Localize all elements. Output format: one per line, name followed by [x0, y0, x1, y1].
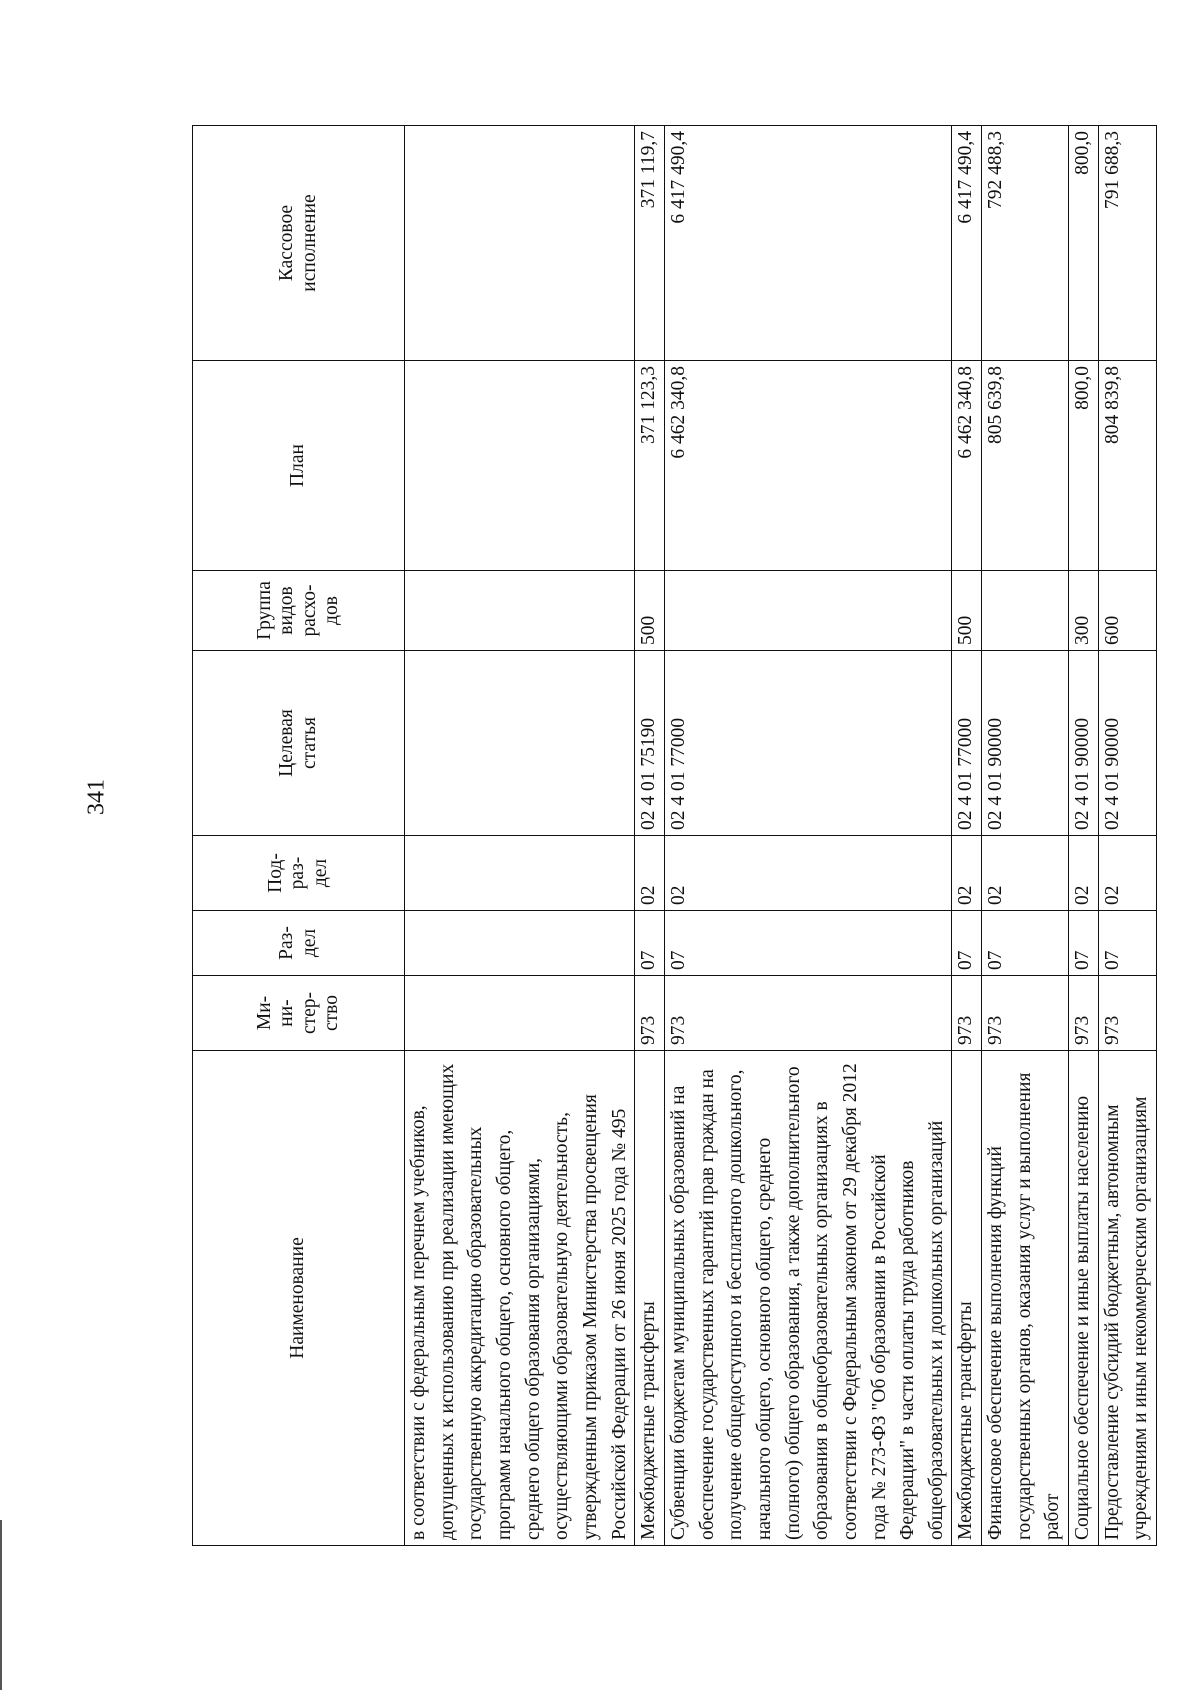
table-row: [1069, 126, 1099, 1546]
cell-ministry: 973: [982, 976, 1069, 1051]
table-row: [1098, 126, 1156, 1546]
cell-execution: 800,0: [1069, 126, 1099, 361]
header-plan: План: [193, 361, 405, 571]
cell-plan: 800,0: [1069, 361, 1099, 571]
cell-plan: [405, 361, 635, 571]
cell-subsection: 02: [635, 836, 665, 911]
cell-group: 600: [1098, 571, 1156, 651]
cell-section: [405, 911, 635, 976]
header-target: Целевая статья: [193, 651, 405, 836]
header-section: Раз- дел: [193, 911, 405, 976]
cell-name: Межбюджетные трансферты: [635, 1051, 665, 1546]
cell-target: 02 4 01 77000: [952, 651, 982, 836]
cell-subsection: 02: [982, 836, 1069, 911]
cell-name: Предоставление субсидий бюджетным, автономным учреждениям и иным некоммерческим организациям: [1098, 1051, 1156, 1546]
cell-group: [405, 571, 635, 651]
table-row: [952, 126, 982, 1546]
cell-plan: 805 639,8: [982, 361, 1069, 571]
header-subsection: Под- раз- дел: [193, 836, 405, 911]
cell-section: 07: [1098, 911, 1156, 976]
header-execution: Кассовое исполнение: [193, 126, 405, 361]
cell-group: [982, 571, 1069, 651]
cell-group: 500: [635, 571, 665, 651]
table-row: [664, 126, 952, 1546]
cell-section: 07: [1069, 911, 1099, 976]
cell-name: Субвенции бюджетам муниципальных образований на обеспечение государственных гарантий прав граждан на получение общедоступного и бесплатного дошкольного, начального общего, основного общего, среднего (полного) общего образования, а также дополнительного образования в общеобразовательных организациях в соответствии с Федеральным законом от 29 декабря 2012 года № 273-ФЗ "Об образовании в Российской Федерации" в части оплаты труда работников общеобразовательных и дошкольных организаций: [664, 1051, 952, 1546]
cell-plan: 371 123,3: [635, 361, 665, 571]
cell-execution: 792 488,3: [982, 126, 1069, 361]
table-row: [405, 126, 635, 1546]
page-number: 341: [83, 779, 110, 815]
cell-plan: 6 462 340,8: [952, 361, 982, 571]
cell-target: 02 4 01 75190: [635, 651, 665, 836]
cell-group: 500: [952, 571, 982, 651]
cell-subsection: 02: [952, 836, 982, 911]
cell-plan: 804 839,8: [1098, 361, 1156, 571]
cell-ministry: [405, 976, 635, 1051]
cell-name: Межбюджетные трансферты: [952, 1051, 982, 1546]
cell-subsection: 02: [664, 836, 952, 911]
table-header-row: [193, 126, 405, 1546]
cell-ministry: 973: [1069, 976, 1099, 1051]
cell-target: 02 4 01 90000: [1098, 651, 1156, 836]
rotated-page-content: [192, 126, 1152, 1546]
cell-ministry: 973: [952, 976, 982, 1051]
cell-ministry: 973: [1098, 976, 1156, 1051]
cell-section: 07: [952, 911, 982, 976]
cell-name: Финансовое обеспечение выполнения функций государственных органов, оказания услуг и выполнения работ: [982, 1051, 1069, 1546]
cell-ministry: 973: [635, 976, 665, 1051]
cell-execution: 6 417 490,4: [664, 126, 952, 361]
cell-execution: 371 119,7: [635, 126, 665, 361]
cell-section: 07: [982, 911, 1069, 976]
table-row: [982, 126, 1069, 1546]
cell-ministry: 973: [664, 976, 952, 1051]
cell-plan: 6 462 340,8: [664, 361, 952, 571]
budget-table: [192, 125, 1157, 1546]
cell-execution: 791 688,3: [1098, 126, 1156, 361]
cell-section: 07: [664, 911, 952, 976]
header-ministry: Ми- ни- стер- ство: [193, 976, 405, 1051]
cell-name: Социальное обеспечение и иные выплаты населению: [1069, 1051, 1099, 1546]
cell-subsection: 02: [1098, 836, 1156, 911]
cell-subsection: [405, 836, 635, 911]
cell-target: 02 4 01 90000: [982, 651, 1069, 836]
cell-target: [405, 651, 635, 836]
table-row: [635, 126, 665, 1546]
cell-target: 02 4 01 77000: [664, 651, 952, 836]
cell-group: [664, 571, 952, 651]
cell-name: в соответствии с федеральным перечнем учебников, допущенных к использованию при реализации имеющих государственную аккредитацию образовательных программ начального общего, основного общего, среднего общего образования организациями, осуществляющими образовательную деятельность, утвержденным приказом Министерства просвещения Российской Федерации от 26 июня 2025 года № 495: [405, 1051, 635, 1546]
cell-execution: 6 417 490,4: [952, 126, 982, 361]
header-group: Группа видов расхо- дов: [193, 571, 405, 651]
cell-group: 300: [1069, 571, 1099, 651]
cell-target: 02 4 01 90000: [1069, 651, 1099, 836]
cell-section: 07: [635, 911, 665, 976]
cell-subsection: 02: [1069, 836, 1099, 911]
cell-execution: [405, 126, 635, 361]
scan-edge-mark: [0, 1520, 12, 1690]
header-name: Наименование: [193, 1051, 405, 1546]
